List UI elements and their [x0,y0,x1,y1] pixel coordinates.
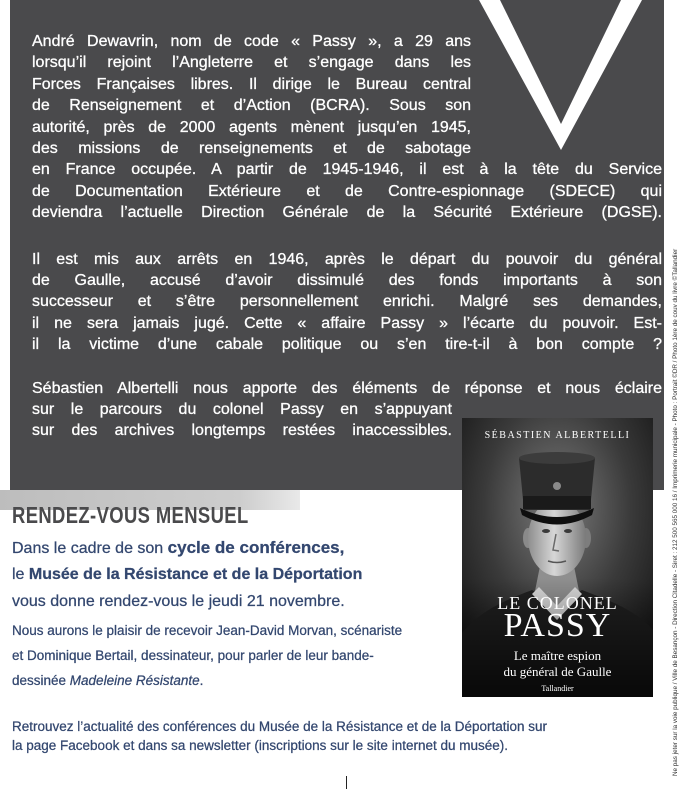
article-line: de Documentation Extérieure et de Contre-espionnage (SDECE) qui [32,182,662,200]
event-museum-name: Musée de la Résistance et de la Déportation [28,566,363,583]
article-line: Sébastien Albertelli nous apporte des éléments de réponse et nous éclaire [32,379,662,397]
article-line: Forces Françaises libres. Il dirige le Bureau central [32,75,471,93]
article-line: André Dewavrin, nom de code « Passy », a 29 ans [32,33,471,50]
footer-line-2: la page Facebook et dans sa newsletter (inscriptions sur le site internet du musée). [12,738,509,753]
eye-right [564,529,572,533]
article-line: lorsqu’il rejoint l’Angleterre et s’engage dans les [32,54,471,72]
comic-title: Madeleine Résistante [69,673,200,688]
event-museum-prefix: le [12,566,29,583]
eye-left [542,529,550,533]
event-guests-prefix: dessinée [12,673,70,688]
book-title-line-1: LE COLONEL [497,593,618,613]
kepi-badge [553,482,561,490]
face-shape [528,500,586,576]
article-paragraph-2 [32,249,662,356]
article-line: il ne sera jamais jugé. Cette « affaire Passy » l’écarte du pouvoir. Est- [32,314,662,332]
article-line: successeur et s’être personnellement enrichi. Malgré ses demandes, [32,293,662,311]
book-cover [462,418,653,697]
book-subtitle-line-2: du général de Gaulle [503,664,612,679]
event-date-line: vous donne rendez-vous le jeudi 21 novembre. [12,593,345,610]
article-line: des missions de renseignements et de sabotage [32,139,471,157]
article-line: il la victime d’une cabale politique ou s’en tire-t-il à bon compte ? [32,336,662,354]
book-publisher: Tallandier [541,684,574,693]
book-subtitle-line-1: Le maître espion [513,648,602,663]
fold-mark [346,776,347,789]
article-line: de Renseignement et d’Action (BCRA). Sous son [32,97,471,115]
book-title-line-2: PASSY [503,607,612,644]
book-author: SÉBASTIEN ALBERTELLI [484,430,631,441]
event-museum-line [12,563,362,587]
article-paragraph-1 [32,31,662,224]
article-line: en France occupée. A partir de 1945-1946, il est à la tête du Service [32,161,662,179]
event-guests-line-1: Nous aurons le plaisir de recevoir Jean-David Morvan, scénariste [12,623,403,638]
event-heading: RENDEZ-VOUS MENSUEL [12,502,249,528]
article-line: Il est mis aux arrêts en 1946, après le départ du pouvoir du général [32,250,662,268]
legal-notice-vertical: Ne pas jeter sur la voie publique / Ville de Besançon - Direction Citadelle - Siret : 212 500 565 000 16 / Imprimerie municipale - Photo : Portrait ©DR / Photo 1ère de couv du livre ©Tallandier [672,248,679,776]
event-guests-suffix: . [199,673,204,688]
kepi-top [519,452,595,464]
event-intro-highlight: cycle de conférences, [167,538,345,557]
footer-line-1: Retrouvez l’actualité des conférences du Musée de la Résistance et de la Déportation sur [12,719,548,734]
article-line: deviendra l’actuelle Direction Générale de la Sécurité Extérieure (DGSE). [32,204,662,222]
event-guests-line-3 [12,670,203,692]
article-line: sur des archives longtemps restées inaccessibles. [32,422,452,440]
article-line: sur le parcours du colonel Passy en s’appuyant [32,400,452,418]
article-line: autorité, près de 2000 agents mènent jusqu’en 1945, [32,118,471,136]
event-guests-line-2: et Dominique Bertail, dessinateur, pour parler de leur bande- [12,648,374,663]
article-line: de Gaulle, accusé d’avoir dissimulé des fonds importants à son [32,271,662,289]
event-intro-line [12,536,344,561]
kepi-band [523,496,591,509]
event-intro-prefix: Dans le cadre de son [12,540,168,557]
